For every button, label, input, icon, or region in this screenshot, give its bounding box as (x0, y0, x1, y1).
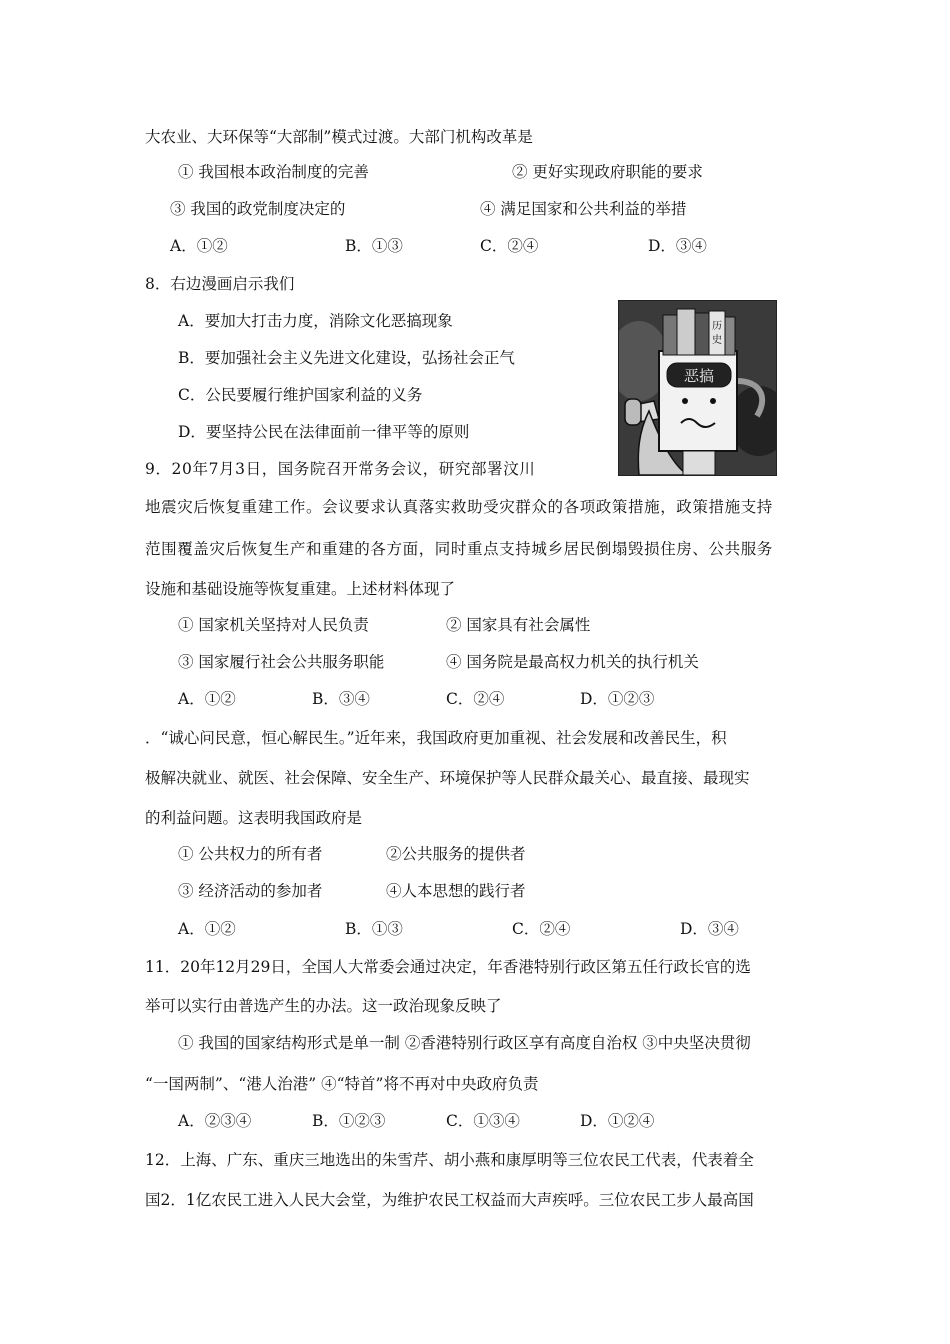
book-label-2: 史 (712, 335, 722, 346)
text-line: ① 我国的国家结构形式是单一制 ②香港特别行政区享有高度自治权 ③中央坚决贯彻 (178, 1034, 751, 1052)
text-line: 地震灾后恢复重建工作。会议要求认真落实救助受灾群众的各项政策措施，政策措施支持 (145, 498, 773, 516)
text-line: 的利益问题。这表明我国政府是 (145, 809, 363, 827)
choice-a: A．②③④ (178, 1112, 252, 1130)
book-label-1: 历 (712, 321, 722, 332)
choice-b: B．①③ (345, 237, 403, 255)
choice-c: C．公民要履行维护国家利益的义务 (178, 386, 423, 404)
choice-c: C．②④ (512, 920, 571, 938)
question-8: 8．右边漫画启示我们 (145, 275, 295, 293)
choice-c: C．②④ (446, 690, 505, 708)
option-1: ① 公共权力的所有者 (178, 845, 323, 863)
choice-a: A．要加大打击力度，消除文化恶搞现象 (178, 312, 453, 330)
option-2: ② 更好实现政府职能的要求 (512, 163, 703, 181)
text-line: 极解决就业、就医、社会保障、安全生产、环境保护等人民群众最关心、最直接、最现实 (145, 769, 750, 787)
cartoon-image (618, 300, 777, 476)
choice-d: D．①②④ (580, 1112, 655, 1130)
option-3: ③ 国家履行社会公共服务职能 (178, 653, 385, 671)
cartoon-label: 恶搞 (683, 367, 715, 385)
text-line: 设施和基础设施等恢复重建。上述材料体现了 (145, 580, 456, 598)
text-line: 举可以实行由普选产生的办法。这一政治现象反映了 (145, 997, 502, 1015)
option-1: ① 国家机关坚持对人民负责 (178, 616, 369, 634)
option-1: ① 我国根本政治制度的完善 (178, 163, 369, 181)
question-10: ．“诚心问民意，恒心解民生。”近年来，我国政府更加重视、社会发展和改善民生，积 (145, 729, 727, 747)
choice-a: A．①② (170, 237, 228, 255)
choice-b: B．要加强社会主义先进文化建设，弘扬社会正气 (178, 349, 515, 367)
text-line: 范围覆盖灾后恢复生产和重建的各方面，同时重点支持城乡居民倒塌毁损住房、公共服务 (145, 540, 773, 558)
choice-a: A．①② (178, 690, 236, 708)
question-12: 12．上海、广东、重庆三地选出的朱雪芹、胡小燕和康厚明等三位农民工代表，代表着全 (145, 1151, 754, 1169)
choice-d: D．③④ (648, 237, 707, 255)
option-4: ④人本思想的践行者 (386, 882, 526, 900)
cartoon-illustration (619, 301, 776, 475)
option-4: ④ 满足国家和公共利益的举措 (480, 200, 687, 218)
choice-d: D．③④ (680, 920, 739, 938)
choice-d: D．要坚持公民在法律面前一律平等的原则 (178, 423, 470, 441)
choice-c: C．①③④ (446, 1112, 520, 1130)
option-2: ②公共服务的提供者 (386, 845, 526, 863)
question-11: 11．20年12月29日，全国人大常委会通过决定，年香港特别行政区第五任行政长官的选 (145, 958, 751, 976)
option-3: ③ 经济活动的参加者 (178, 882, 323, 900)
choice-a: A．①② (178, 920, 236, 938)
choice-c: C．②④ (480, 237, 539, 255)
option-3: ③ 我国的政党制度决定的 (170, 200, 346, 218)
question-9: 9．20年7月3日，国务院召开常务会议，研究部署汶川 (145, 460, 536, 478)
choice-b: B．①②③ (312, 1112, 386, 1130)
choice-b: B．①③ (345, 920, 403, 938)
text-line: 大农业、大环保等“大部制”模式过渡。大部门机构改革是 (145, 128, 533, 146)
choice-d: D．①②③ (580, 690, 655, 708)
text-line: 国2．1亿农民工进入人民大会堂，为维护农民工权益而大声疾呼。三位农民工步人最高国 (145, 1191, 754, 1209)
option-2: ② 国家具有社会属性 (446, 616, 591, 634)
option-4: ④ 国务院是最高权力机关的执行机关 (446, 653, 699, 671)
text-line: “一国两制”、“港人治港” ④“特首”将不再对中央政府负责 (145, 1075, 539, 1093)
choice-b: B．③④ (312, 690, 370, 708)
